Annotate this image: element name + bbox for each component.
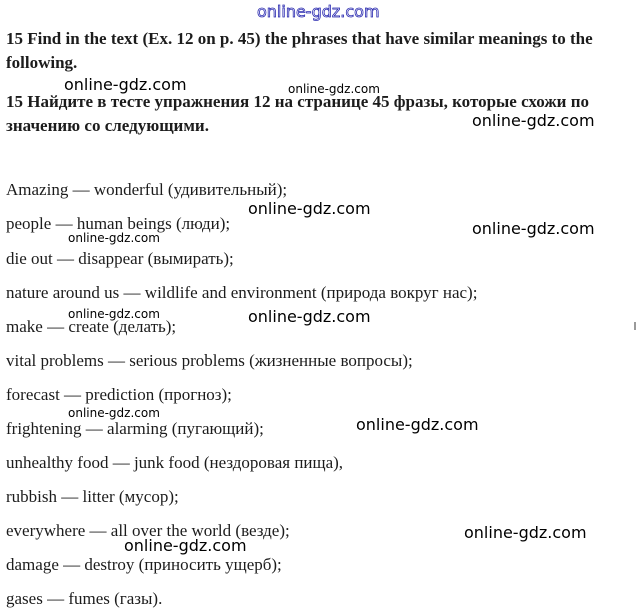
list-item: everywhere — all over the world (везде); (6, 521, 290, 540)
watermark: online-gdz.com (472, 219, 595, 238)
exercise-heading-english: 15 Find in the text (Ex. 12 on p. 45) the phrases that have similar meanings to the following. (6, 29, 593, 72)
watermark: online-gdz.com (248, 199, 371, 218)
watermark: online-gdz.com (68, 406, 160, 420)
list-item: unhealthy food — junk food (нездоровая пища), (6, 453, 344, 472)
watermark: online-gdz.com (124, 536, 247, 555)
list-item: make — create (делать); (6, 317, 177, 336)
watermark: online-gdz.com (356, 415, 479, 434)
exercise-heading-russian: 15 Найдите в тесте упражнения 12 на странице 45 фразы, которые схожи по значению со следующими. (6, 92, 590, 135)
watermark: online-gdz.com (464, 523, 587, 542)
list-item: nature around us — wildlife and environment (природа вокруг нас); (6, 283, 478, 302)
list-item: forecast — prediction (прогноз); (6, 385, 232, 404)
watermark: online-gdz.com (288, 82, 380, 96)
list-item: rubbish — litter (мусор); (6, 487, 179, 506)
list-item: frightening — alarming (пугающий); (6, 419, 264, 438)
list-item: damage — destroy (приносить ущерб); (6, 555, 282, 574)
watermark: online-gdz.com (472, 111, 595, 130)
list-item: gases — fumes (газы). (6, 589, 163, 608)
watermark: online-gdz.com (68, 231, 160, 245)
watermark: online-gdz.com (257, 2, 380, 21)
list-item: people — human beings (люди); (6, 214, 231, 233)
watermark: online-gdz.com (64, 75, 187, 94)
watermark: online-gdz.com (248, 307, 371, 326)
list-item: vital problems — serious problems (жизненные вопросы); (6, 351, 413, 370)
watermark: online-gdz.com (68, 307, 160, 321)
list-item: die out — disappear (вымирать); (6, 249, 234, 268)
list-item: Amazing — wonderful (удивительный); (6, 180, 288, 199)
